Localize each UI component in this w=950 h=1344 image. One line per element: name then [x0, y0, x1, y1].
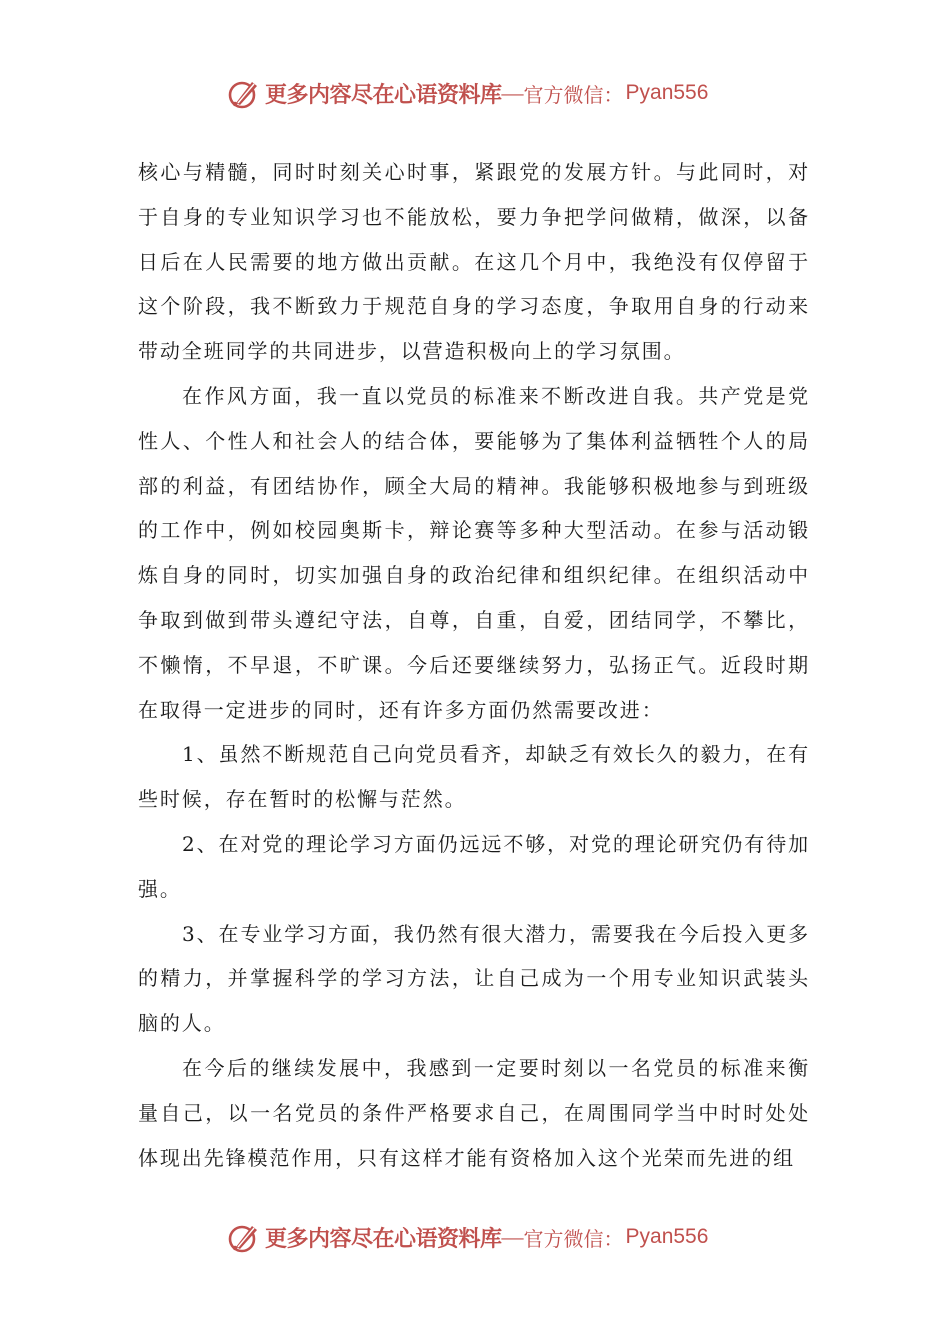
footer-wechat-id: Pyan556 [625, 1225, 709, 1248]
footer-banner [0, 1217, 950, 1257]
paragraph-continued: 核心与精髓，同时时刻关心时事，紧跟党的发展方针。与此同时，对于自身的专业知识学习也不能放松，要力争把学问做精，做深，以备日后在人民需要的地方做出贡献。在这几个月中，我绝没有仅停留于这个阶段，我不断致力于规范自身的学习态度，争取用自身的行动来带动全班同学的共同进步，以营造积极向上的学习氛围。 [138, 160, 810, 364]
header-banner-content [227, 73, 708, 113]
fountain-pen-logo-icon [227, 76, 261, 110]
header-banner [0, 73, 950, 113]
paragraph-work-style: 在作风方面，我一直以党员的标准来不断改进自我。共产党是党性人、个性人和社会人的结合体，要能够为了集体利益牺牲个人的局部的利益，有团结协作，顾全大局的精神。我能够积极地参与到班级的工作中，例如校园奥斯卡，辩论赛等多种大型活动。在参与活动锻炼自身的同时，切实加强自身的政治纪律和组织纪律。在组织活动中争取到做到带头遵纪守法，自尊，自重，自爱，团结同学，不攀比，不懒惰，不早退，不旷课。今后还要继续努力，弘扬正气。近段时期在取得一定进步的同时，还有许多方面仍然需要改进： [138, 383, 810, 722]
paragraph-future: 在今后的继续发展中，我感到一定要时刻以一名党员的标准来衡量自己，以一名党员的条件严格要求自己，在周围同学当中时时处处体现出先锋模范作用，只有这样才能有资格加入这个光荣而先进的组 [138, 1055, 810, 1170]
footer-banner-title: 更多内容尽在心语资料库 [265, 1225, 502, 1252]
list-item-2: 2、在对党的理论学习方面仍远远不够，对党的理论研究仍有待加强。 [138, 831, 810, 901]
document-body [138, 150, 810, 1180]
list-item-3: 3、在专业学习方面，我仍然有很大潜力，需要我在今后投入更多的精力，并掌握科学的学习方法，让自己成为一个用专业知识武装头脑的人。 [138, 921, 810, 1036]
header-banner-dash: — [501, 80, 524, 105]
footer-banner-content [227, 1217, 708, 1257]
fountain-pen-logo-icon [227, 1220, 261, 1254]
header-wechat-id: Pyan556 [625, 81, 709, 104]
header-banner-label: 官方微信： [523, 82, 624, 107]
footer-banner-dash: — [501, 1224, 524, 1249]
list-item-1: 1、虽然不断规范自己向党员看齐，却缺乏有效长久的毅力，在有些时候，存在暂时的松懈与茫然。 [138, 742, 810, 812]
header-banner-title: 更多内容尽在心语资料库 [265, 81, 502, 108]
footer-banner-label: 官方微信： [523, 1226, 624, 1251]
